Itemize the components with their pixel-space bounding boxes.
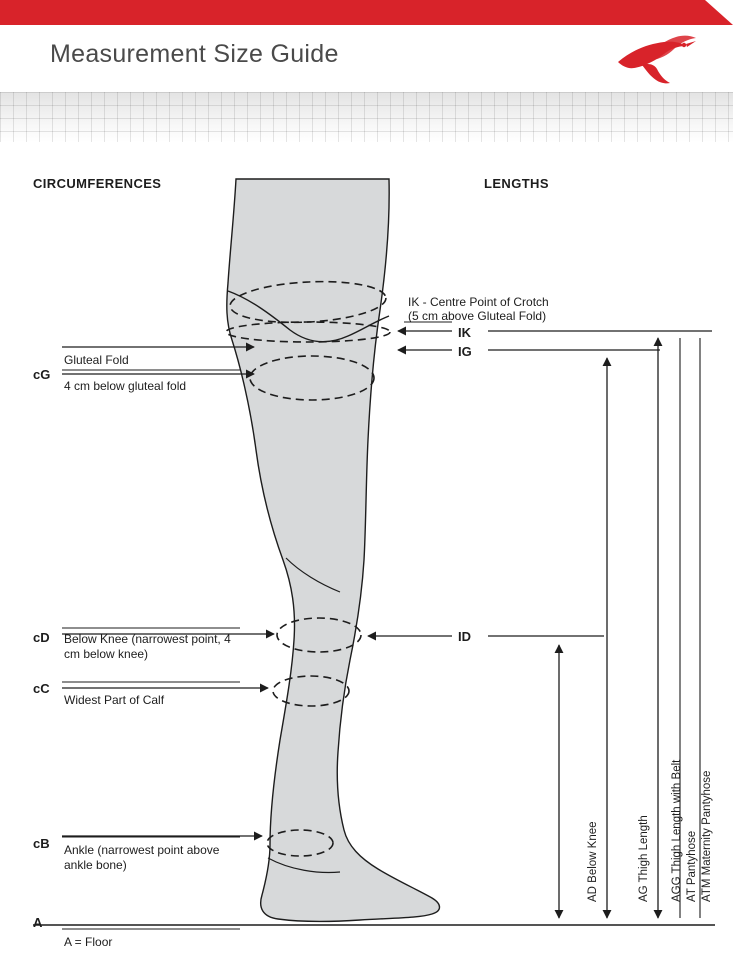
page-title: Measurement Size Guide <box>50 40 339 68</box>
code-IK: IK <box>458 325 471 340</box>
label-atm-maternity-pantyhose: ATM Maternity Pantyhose <box>701 770 713 902</box>
lengths-heading: LENGTHS <box>484 176 549 191</box>
label-gluteal-fold: Gluteal Fold <box>64 353 129 367</box>
code-cD: cD <box>33 630 50 645</box>
label-widest-calf: Widest Part of Calf <box>64 693 165 707</box>
code-cC: cC <box>33 681 50 696</box>
leg-silhouette <box>227 179 440 921</box>
label-agg-thigh-length-with-belt: AGG Thigh Length with Belt <box>671 759 683 902</box>
label-ik-description-line1: IK - Centre Point of Crotch <box>408 295 549 309</box>
code-IG: IG <box>458 344 472 359</box>
label-ik-description-line2: (5 cm above Gluteal Fold) <box>408 309 547 323</box>
label-4cm-below-gluteal-fold: 4 cm below gluteal fold <box>64 379 187 393</box>
code-ID: ID <box>458 629 471 644</box>
circumferences-heading: CIRCUMFERENCES <box>33 176 162 191</box>
label-ad-below-knee: AD Below Knee <box>587 821 599 902</box>
code-A: A <box>33 915 43 930</box>
code-cB: cB <box>33 836 50 851</box>
label-ag-thigh-length: AG Thigh Length <box>638 815 650 902</box>
label-at-pantyhose: AT Pantyhose <box>686 830 698 902</box>
code-cG: cG <box>33 367 51 382</box>
label-below-knee: Below Knee (narrowest point, 4 cm below knee) <box>64 632 231 661</box>
label-floor: A = Floor <box>64 935 113 949</box>
label-ankle: Ankle (narrowest point above ankle bone) <box>64 843 220 872</box>
